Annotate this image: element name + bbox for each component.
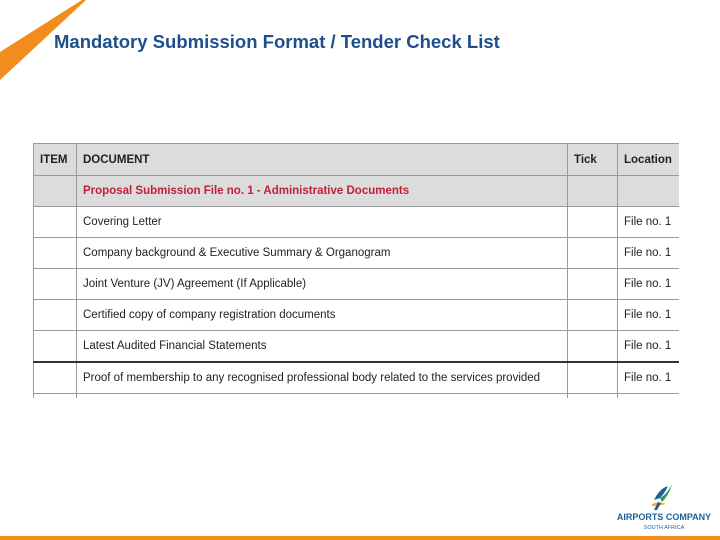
location-cell: File no. 1 [618,207,680,238]
tick-cell[interactable] [568,269,618,300]
checklist-table-container [33,143,679,398]
section-item-cell [34,176,77,207]
tick-cell[interactable] [568,300,618,331]
tick-cell[interactable] [568,207,618,238]
document-cell: Latest Audited Financial Statements [77,331,568,363]
document-cell: Joint Venture (JV) Agreement (If Applicable) [77,269,568,300]
location-cell: File no. 1 [618,238,680,269]
section-title: Proposal Submission File no. 1 - Administrative Documents [77,176,568,207]
logo-name: AIRPORTS COMPANY [616,512,712,522]
table-row [34,331,680,363]
table-row [34,238,680,269]
item-cell [34,362,77,394]
table-row [34,269,680,300]
table-row [34,300,680,331]
item-cell [34,331,77,363]
item-cell [34,300,77,331]
table-row [34,362,680,394]
tick-cell[interactable] [568,238,618,269]
location-cell: File no. 1 [618,269,680,300]
airports-company-logo [610,478,718,534]
item-cell [34,207,77,238]
location-cell: File no. 1 [618,331,680,363]
section-tick-cell [568,176,618,207]
header-document: DOCUMENT [77,144,568,176]
section-row [34,176,680,207]
header-item: ITEM [34,144,77,176]
table-row-partial [34,394,680,399]
section-location-cell [618,176,680,207]
item-cell [34,238,77,269]
slide-title: Mandatory Submission Format / Tender Check List [54,31,500,52]
bottom-accent-bar [0,536,720,540]
document-cell: Certified copy of company registration documents [77,300,568,331]
tick-cell[interactable] [568,362,618,394]
header-tick: Tick [568,144,618,176]
bird-icon [652,484,672,510]
item-cell [34,269,77,300]
location-cell: File no. 1 [618,362,680,394]
document-cell: Company background & Executive Summary & Organogram [77,238,568,269]
location-cell: File no. 1 [618,300,680,331]
table-header-row [34,144,680,176]
tender-checklist-table [33,143,679,398]
table-row [34,207,680,238]
tick-cell[interactable] [568,331,618,363]
document-cell: Covering Letter [77,207,568,238]
header-location: Location [618,144,680,176]
document-cell: Proof of membership to any recognised professional body related to the services provided [77,362,568,394]
logo-tagline: SOUTH AFRICA [643,525,685,531]
